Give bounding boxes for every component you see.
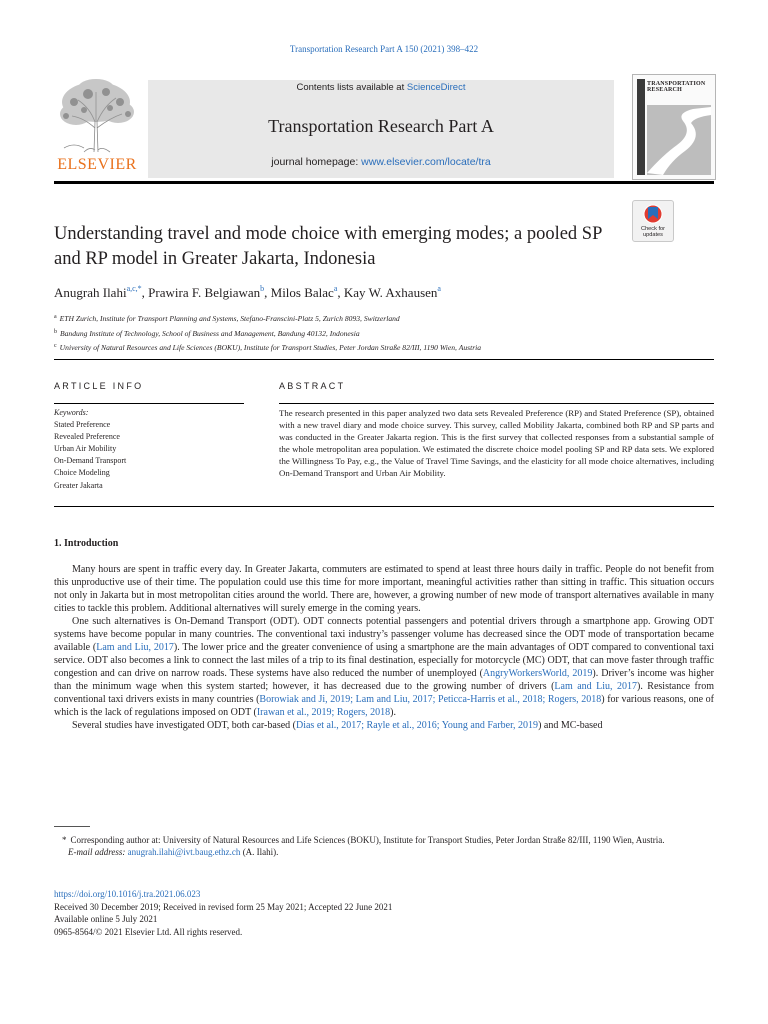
header-divider [54, 181, 714, 184]
affiliation-item [54, 340, 481, 355]
footnote-mark: * [62, 835, 67, 845]
keyword-item: Choice Modeling [54, 468, 110, 478]
doi-link[interactable]: https://doi.org/10.1016/j.tra.2021.06.023 [54, 889, 201, 899]
abstract-heading: ABSTRACT [279, 381, 346, 391]
text-run: ). Resistance from conventional taxi drivers exists in many countries ( [54, 681, 714, 705]
contents-line [148, 82, 614, 93]
author-affiliation-mark[interactable]: a [437, 284, 441, 293]
footnote-text [54, 834, 714, 846]
keyword-item: Stated Preference [54, 420, 111, 430]
author-name[interactable]: Kay W. Axhausen [343, 285, 438, 300]
journal-homepage-link[interactable]: www.elsevier.com/locate/tra [361, 156, 491, 168]
citation-link[interactable]: Lam and Liu, 2017 [554, 681, 637, 692]
affiliation-mark: a [54, 314, 57, 320]
text-run: ). Driver’s income was higher than the minimum wage when this system started; however, it has decreased due to the growing number of drivers ( [54, 668, 714, 692]
copyright: 0965-8564/© 2021 Elsevier Ltd. All rights reserved. [54, 926, 243, 937]
journal-citation-link[interactable]: Transportation Research Part A 150 (2021) 398–422 [289, 44, 479, 54]
abstract-text: The research presented in this paper analyzed two data sets Revealed Preference (RP) and Stated Preference (SP), obtained with a new travel diary and mode choice survey. This survey, called Mobility Jakarta, combined both RP and SP parts and was conducted in the Greater Jakarta region. This is the first survey that collected responses from a substantial sample of the whole metropolitan area population. We estimated the discrete choice model pooling SP and RP data sets. We explored the Willingness To Pay, e.g., the Value of Travel Time Savings, and the elasticity for all mode choice alternatives, including On-Demand Transport and Urban Air Mobility. [279, 408, 714, 479]
text-run: ). [390, 707, 396, 718]
text-run: ) for various reasons, one of which is the lack of regulations imposed on ODT ( [54, 694, 714, 718]
affiliations [54, 311, 481, 355]
article-info-heading: ARTICLE INFO [54, 381, 144, 391]
citation-link[interactable]: Irawan et al., 2019; Rogers, 2018 [256, 707, 391, 718]
article-info-divider [54, 403, 244, 404]
email-label: E-mail address: [68, 847, 126, 857]
journal-title: Transportation Research Part A [268, 116, 494, 136]
affiliation-item [54, 326, 481, 341]
publication-info [54, 888, 392, 938]
introduction-heading: 1. Introduction [54, 538, 119, 549]
keyword-item: On-Demand Transport [54, 456, 127, 466]
journal-masthead [148, 80, 614, 178]
introduction-body [54, 563, 714, 732]
received-dates: Received 30 December 2019; Received in revised form 25 May 2021; Accepted 22 June 2021 [54, 901, 393, 912]
intro-paragraph-1: Many hours are spent in traffic every day. In Greater Jakarta, commuters are estimated to spend at least three hours daily in traffic. People do not benefit from this unproductive use of their time. The population could use this time for more important, meaningful activities rather than sitting in traffic. This situation occurs not only in Jakarta but in most metropolitan cities around the world. There are, however, a growing number of new mode of transport alternatives available in many cities to tackle this problem. Additional alternatives will surely emerge in the coming years. [54, 564, 714, 614]
affiliation-mark: b [54, 328, 57, 335]
author-name[interactable]: Anugrah Ilahi [54, 285, 127, 300]
citation-link[interactable]: Borowiak and Ji, 2019; Lam and Liu, 2017; Peticca-Harris et al., 2018; Rogers, 2018 [259, 694, 602, 705]
keyword-item: Urban Air Mobility [54, 444, 117, 454]
author-affiliation-mark[interactable]: b [260, 284, 265, 293]
citation-link[interactable]: Lam and Liu, 2017 [96, 642, 174, 653]
journal-cover-thumbnail[interactable] [632, 74, 716, 180]
keywords-label: Keywords: [54, 408, 89, 417]
citation-link[interactable]: Dias et al., 2017; Rayle et al., 2016; Young and Farber, 2019 [295, 720, 539, 731]
available-online: Available online 5 July 2021 [54, 914, 158, 924]
keyword-item: Greater Jakarta [54, 480, 103, 490]
footnote-email [68, 846, 714, 858]
text-run: One such alternatives is On-Demand Transport (ODT). ODT connects potential passengers and potential drivers through a smartphone app. Growing ODT systems have become popular in many countries. The conventional taxi industry’s passenger volume has decreased since the ODT mode of transportation became available ( [54, 616, 714, 653]
crossmark-label: Check for updates [641, 226, 665, 238]
elsevier-logo[interactable] [54, 78, 140, 176]
elsevier-wordmark: ELSEVIER [57, 156, 137, 173]
author-affiliation-mark[interactable]: a,c,* [126, 284, 142, 293]
affiliations-divider [54, 359, 714, 360]
homepage-prefix: journal homepage: [271, 156, 362, 168]
journal-homepage [148, 156, 614, 168]
intro-paragraph-3 [54, 719, 714, 732]
affiliation-mark: c [54, 343, 57, 350]
text-run: ). The lower price and the greater convenience of using a smartphone are the main advantages of ODT compared to conventional taxi service. ODT also becomes a link to connect the last miles of a trip to its final destination, especially for motorcycle (MC) ODT, that can move faster through traffic congestion and can drive on narrow roads. These systems have also reduced the number of unemployed ( [54, 642, 714, 679]
elsevier-tree-icon [54, 78, 140, 154]
article-title: Understanding travel and mode choice with emerging modes; a pooled SP and RP model in Greater Jakarta, Indonesia [54, 224, 602, 269]
author-name[interactable]: Milos Balac [270, 285, 334, 300]
keyword-item: Revealed Preference [54, 432, 120, 442]
check-for-updates-button[interactable] [632, 200, 674, 242]
text-run: ) and MC-based [538, 720, 603, 731]
cover-road-image [633, 75, 715, 179]
intro-paragraph-2 [54, 615, 714, 719]
abstract-divider [279, 403, 714, 404]
affiliation-text: ETH Zurich, Institute for Transport Planning and Systems, Stefano-Franscini-Platz 5, Zurich 8093, Switzerland [59, 314, 400, 323]
abstract-bottom-divider [54, 506, 714, 507]
cover-title: TRANSPORTATION RESEARCH [647, 81, 706, 93]
affiliation-text: Bandung Institute of Technology, School of Business and Management, Bandung 40132, Indonesia [60, 328, 360, 338]
author-name[interactable]: Prawira F. Belgiawan [148, 285, 261, 300]
footnote-body: Corresponding author at: University of Natural Resources and Life Sciences (BOKU), Institute for Transport Studies, Peter Jordan Straße 82/III, 1190 Wien, Austria. [70, 835, 665, 845]
sciencedirect-link[interactable]: ScienceDirect [406, 82, 466, 93]
author-affiliation-mark[interactable]: a [333, 284, 338, 293]
contents-prefix: Contents lists available at [296, 82, 407, 93]
crossmark-icon [633, 201, 673, 229]
text-run: Several studies have investigated ODT, both car-based ( [72, 720, 296, 731]
footnote-divider [54, 826, 90, 827]
affiliation-item [54, 311, 481, 326]
keywords-block [54, 407, 126, 492]
email-suffix: (A. Ilahi). [242, 847, 279, 857]
author-list: Anugrah Ilahi$^{a,c,*}$, Prawira F. Belgiawan$^b$, Milos Balac$^a$, Kay W. Axhausen$^a$ [54, 284, 441, 300]
citation-link[interactable]: AngryWorkersWorld, 2019 [482, 668, 593, 679]
corresponding-author-footnote [54, 834, 714, 858]
affiliation-text: University of Natural Resources and Life Sciences (BOKU), Institute for Transport Studies, Peter Jordan Straße 82/III, 1190 Wien, Austria [59, 343, 482, 353]
email-link[interactable]: anugrah.ilahi@ivt.baug.ethz.ch [127, 847, 241, 857]
